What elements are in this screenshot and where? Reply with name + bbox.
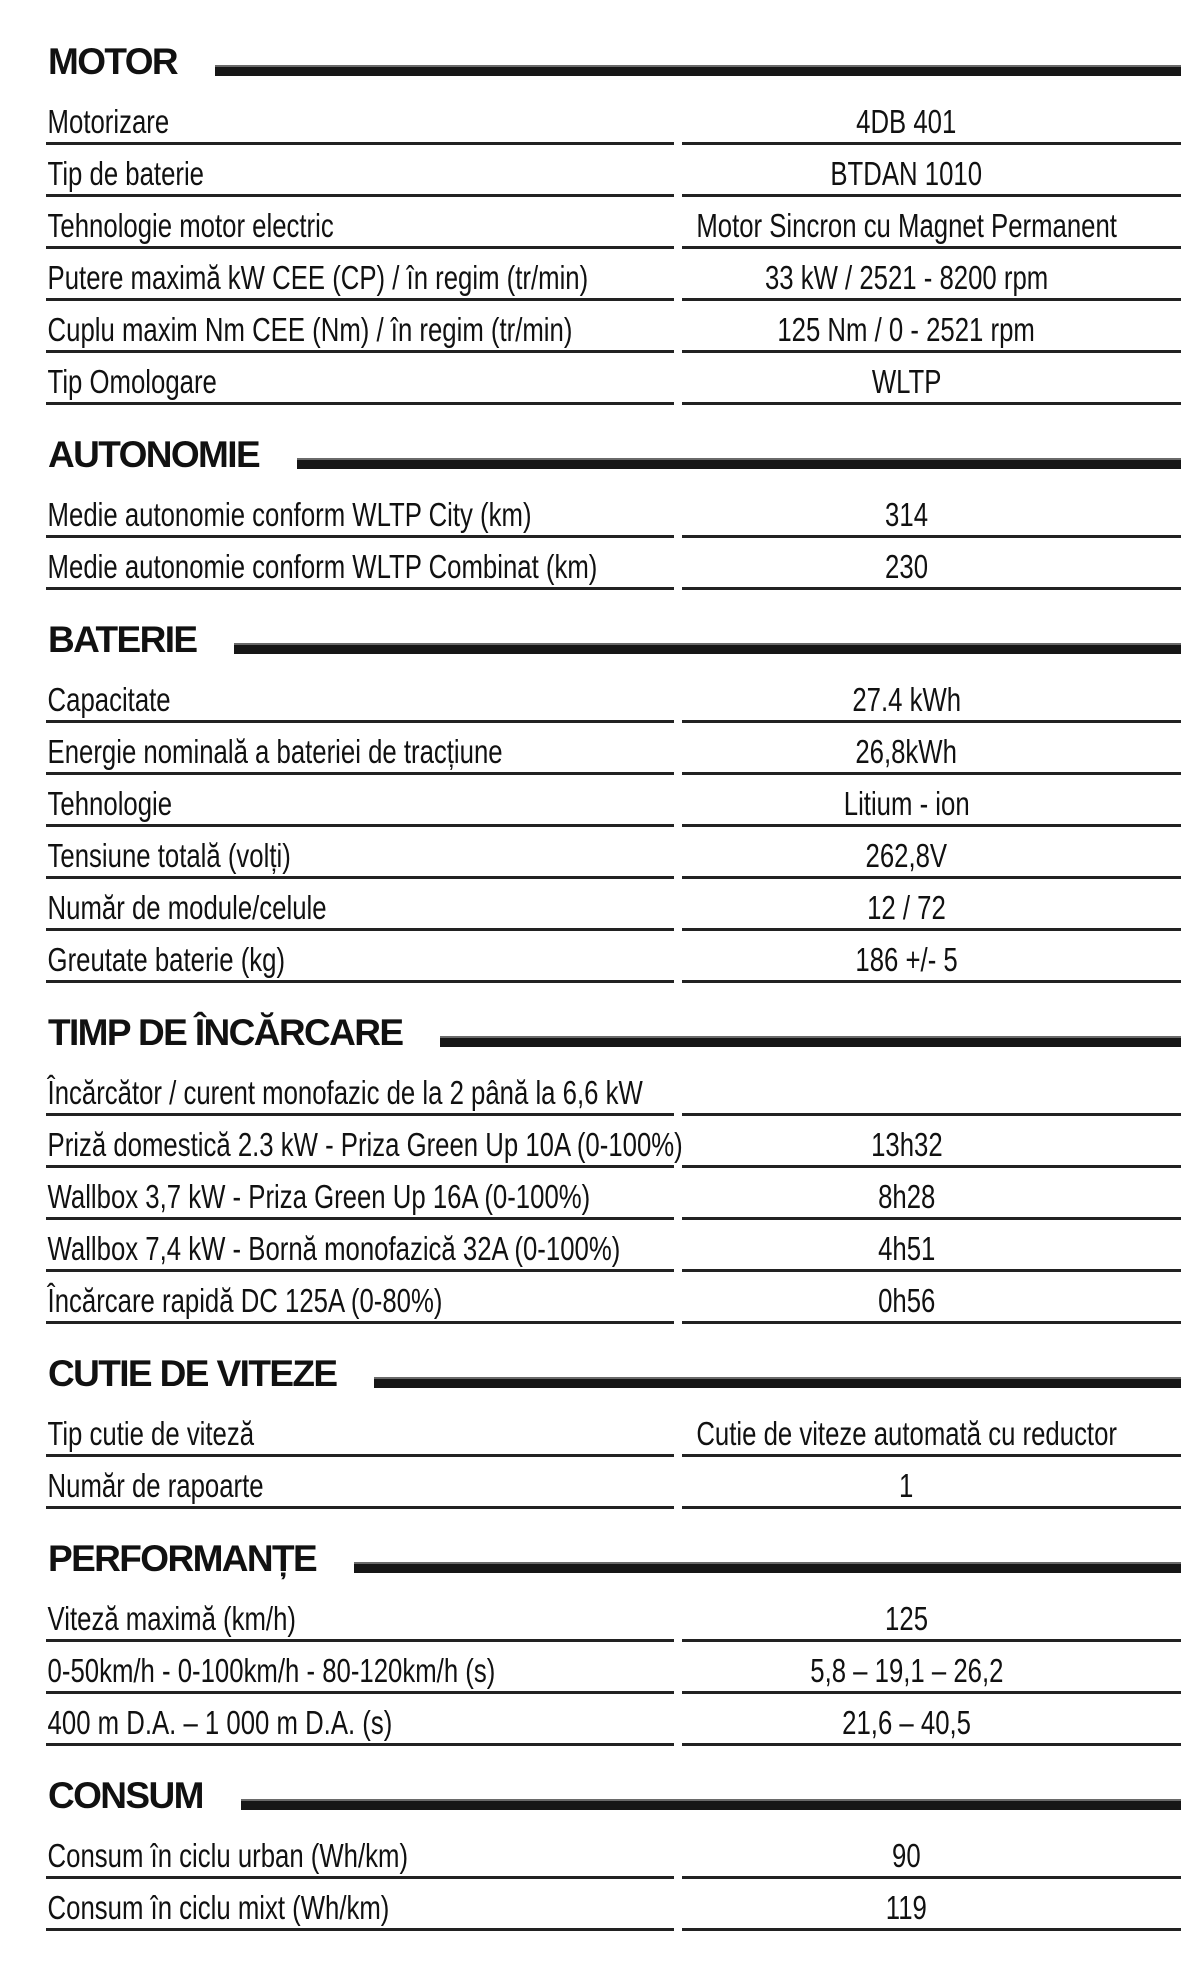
label-cell [46,1642,674,1694]
spec-label: Încărcare rapidă DC 125A (0-80%) [47,1281,443,1319]
value-cell [682,1694,1181,1746]
section-header [0,1324,1181,1405]
spec-label: Număr de rapoarte [47,1466,264,1504]
label-cell [46,1457,674,1509]
spec-label: Tehnologie [47,784,173,822]
spec-label: Consum în ciclu mixt (Wh/km) [47,1888,390,1926]
spec-value: BTDAN 1010 [830,154,983,192]
spec-label: Medie autonomie conform WLTP Combinat (km) [47,547,598,585]
value-cell [682,827,1181,879]
value-cell [682,1879,1181,1931]
label-cell [46,931,674,983]
spec-value: 0h56 [877,1281,936,1319]
label-cell [46,93,674,145]
section-divider-bar [297,458,1181,469]
value-cell [682,723,1181,775]
label-cell [46,486,674,538]
label-cell [46,301,674,353]
section-cutie-de-viteze [0,1324,1181,1509]
spec-value: 90 [892,1836,921,1874]
spec-value: Motor Sincron cu Magnet Permanent [696,206,1117,244]
spec-row [0,1168,1181,1220]
spec-value: 12 / 72 [867,888,946,926]
spec-row [0,775,1181,827]
label-cell [46,249,674,301]
section-divider-bar [440,1036,1181,1047]
spec-row [0,93,1181,145]
section-title: BATERIE [48,618,197,660]
spec-label: Capacitate [47,680,171,718]
spec-row [0,486,1181,538]
spec-row [0,827,1181,879]
label-cell [46,879,674,931]
spec-label: Tehnologie motor electric [47,206,334,244]
label-cell [46,775,674,827]
spec-value: 8h28 [877,1177,936,1215]
section-title: CONSUM [48,1774,203,1816]
value-cell [682,353,1181,405]
spec-value: 125 Nm / 0 - 2521 rpm [777,310,1036,348]
section-header [0,983,1181,1064]
spec-value: 4h51 [877,1229,936,1267]
spec-row [0,1272,1181,1324]
spec-label: 0-50km/h - 0-100km/h - 80-120km/h (s) [47,1651,496,1689]
section-timp-de-incarcare [0,983,1181,1324]
label-cell [46,353,674,405]
spec-label: Putere maximă kW CEE (CP) / în regim (tr/min) [47,258,589,296]
spec-subheading-row [0,1064,1181,1116]
value-cell [682,1642,1181,1694]
section-header [0,12,1181,93]
label-cell [46,1220,674,1272]
value-cell [682,879,1181,931]
spec-row [0,145,1181,197]
spec-value: 119 [885,1888,928,1926]
spec-label: Energie nominală a bateriei de tracțiune [47,732,503,770]
value-cell [682,197,1181,249]
spec-value: 5,8 – 19,1 – 26,2 [809,1651,1004,1689]
spec-row [0,197,1181,249]
label-cell [46,1879,674,1931]
spec-label: Număr de module/celule [47,888,327,926]
value-cell [682,1220,1181,1272]
label-cell [46,723,674,775]
label-cell [46,1168,674,1220]
spec-value: 262,8V [865,836,948,874]
label-cell [46,1064,674,1116]
spec-value: 27.4 kWh [852,680,961,718]
section-performante [0,1509,1181,1746]
spec-label: Medie autonomie conform WLTP City (km) [47,495,532,533]
value-cell [682,931,1181,983]
spec-label: Tip Omologare [47,362,217,400]
value-cell [682,775,1181,827]
spec-value: 13h32 [870,1125,943,1163]
spec-value: 21,6 – 40,5 [842,1703,971,1741]
value-cell [682,1590,1181,1642]
section-consum [0,1746,1181,1931]
spec-row [0,723,1181,775]
spec-row [0,353,1181,405]
spec-label: Viteză maximă (km/h) [47,1599,296,1637]
section-title: CUTIE DE VITEZE [48,1352,337,1394]
label-cell [46,671,674,723]
label-cell [46,538,674,590]
spec-label: Wallbox 3,7 kW - Priza Green Up 16A (0-100%) [47,1177,591,1215]
spec-label: 400 m D.A. – 1 000 m D.A. (s) [47,1703,393,1741]
spec-row [0,1694,1181,1746]
value-cell [682,1116,1181,1168]
label-cell [46,827,674,879]
label-cell [46,1272,674,1324]
value-cell [682,1827,1181,1879]
label-cell [46,145,674,197]
section-header [0,1746,1181,1827]
label-cell [46,1694,674,1746]
spec-row [0,1116,1181,1168]
value-cell [682,1064,1181,1116]
value-cell [682,249,1181,301]
spec-label: Tip cutie de viteză [47,1414,255,1452]
section-title: TIMP DE ÎNCĂRCARE [48,1011,403,1053]
spec-value: 26,8kWh [855,732,958,770]
spec-value: WLTP [871,362,942,400]
value-cell [682,145,1181,197]
section-header [0,1509,1181,1590]
spec-value: 230 [885,547,928,585]
spec-value: 33 kW / 2521 - 8200 rpm [764,258,1049,296]
spec-value: 314 [885,495,928,533]
spec-row [0,538,1181,590]
spec-label: Tensiune totală (volți) [47,836,291,874]
value-cell [682,1272,1181,1324]
spec-value: Litium - ion [843,784,970,822]
label-cell [46,1116,683,1168]
spec-row [0,1590,1181,1642]
spec-row [0,879,1181,931]
spec-row [0,1220,1181,1272]
label-cell [46,1405,674,1457]
section-divider-bar [215,65,1181,76]
spec-label: Wallbox 7,4 kW - Bornă monofazică 32A (0-100%) [47,1229,621,1267]
spec-row [0,931,1181,983]
section-divider-bar [241,1799,1181,1810]
label-cell [46,1590,674,1642]
section-autonomie [0,405,1181,590]
spec-label: Tip de baterie [47,154,204,192]
spec-label: Priză domestică 2.3 kW - Priza Green Up 10A (0-100%) [47,1125,683,1163]
section-title: MOTOR [48,40,178,82]
value-cell [682,1405,1181,1457]
spec-value: 4DB 401 [856,102,957,140]
value-cell [682,486,1181,538]
value-cell [682,1168,1181,1220]
spec-row [0,1879,1181,1931]
spec-value: 186 +/- 5 [855,940,958,978]
value-cell [682,93,1181,145]
section-baterie [0,590,1181,983]
spec-row [0,1642,1181,1694]
spec-label: Consum în ciclu urban (Wh/km) [47,1836,409,1874]
spec-row [0,249,1181,301]
value-cell [682,301,1181,353]
spec-label: Cuplu maxim Nm CEE (Nm) / în regim (tr/min) [47,310,573,348]
spec-value: 125 [885,1599,928,1637]
section-header [0,405,1181,486]
section-divider-bar [354,1562,1181,1573]
spec-label: Motorizare [47,102,170,140]
spec-row [0,301,1181,353]
section-motor [0,12,1181,405]
spec-subheading: Încărcător / curent monofazic de la 2 până la 6,6 kW [47,1073,643,1111]
section-title: PERFORMANȚE [48,1537,317,1579]
section-header [0,590,1181,671]
spec-row [0,671,1181,723]
section-title: AUTONOMIE [48,433,260,475]
label-cell [46,1827,674,1879]
spec-row [0,1827,1181,1879]
label-cell [46,197,674,249]
section-divider-bar [234,643,1181,654]
section-divider-bar [374,1377,1181,1388]
spec-row [0,1457,1181,1509]
spec-value: 1 [899,1466,914,1504]
value-cell [682,671,1181,723]
value-cell [682,538,1181,590]
spec-row [0,1405,1181,1457]
value-cell [682,1457,1181,1509]
spec-value: Cutie de viteze automată cu reductor [696,1414,1117,1452]
spec-label: Greutate baterie (kg) [47,940,286,978]
